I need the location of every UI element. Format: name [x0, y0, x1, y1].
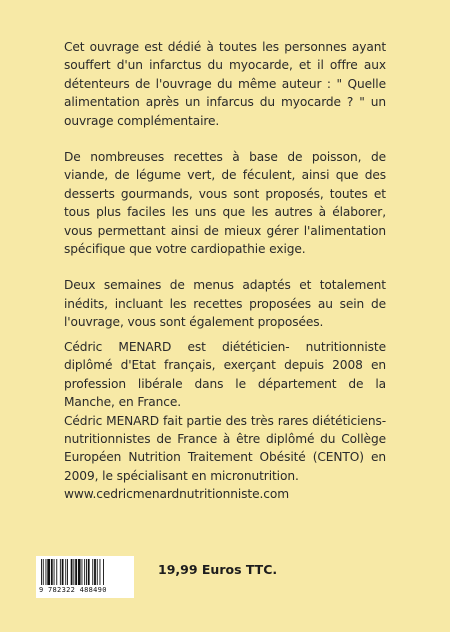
author-website: www.cedricmenardnutritionniste.com [64, 487, 289, 502]
description-paragraph-3: Deux semaines de menus adaptés et totalement inédits, incluant les recettes proposées au sein de l'ouvrage, vous sont également proposées. [64, 278, 386, 330]
barcode-bar [94, 559, 96, 585]
barcode-digits: 9 782322 488490 [39, 586, 107, 594]
barcode-bars [41, 559, 129, 585]
author-bio-paragraph-1: Cédric MENARD est diététicien- nutritionniste diplômé d'Etat français, exerçant depuis 2008 en profession libérale dans le département de la Manche, en France. [64, 340, 386, 410]
price-label: 19,99 Euros TTC. [158, 562, 278, 577]
barcode-bar [97, 559, 98, 585]
barcode-bar [54, 559, 55, 585]
barcode-bar [41, 559, 42, 585]
isbn-barcode [36, 556, 134, 598]
barcode-bar [43, 559, 44, 585]
barcode-bar [65, 559, 66, 585]
barcode-bar [47, 559, 50, 585]
barcode-bar [46, 559, 47, 585]
barcode-bar [51, 559, 53, 585]
barcode-bar [56, 559, 57, 585]
barcode-bar [103, 559, 104, 585]
description-paragraph-1: Cet ouvrage est dédié à toutes les personnes ayant souffert d'un infarctus du myocarde, et il offre aux détenteurs de l'ouvrage du même auteur : " Quelle alimentation après un infarcus du myocarde ? " un ouvrage complémentaire. [64, 40, 386, 128]
barcode-bar [88, 559, 90, 585]
barcode-bar [84, 559, 85, 585]
barcode-bar [78, 559, 81, 585]
barcode-bar [60, 559, 61, 585]
barcode-bar [82, 559, 83, 585]
book-description [64, 38, 386, 350]
barcode-bar [71, 559, 73, 585]
author-bio [64, 338, 386, 504]
description-paragraph-2: De nombreuses recettes à base de poisson, de viande, de légume vert, de féculent, ainsi que des desserts gourmands, vous sont proposés, toutes et tous plus faciles les uns que les autres à élaborer, vous permettant ainsi de mieux gérer l'alimentation spécifique que votre cardiopathie exige. [64, 150, 386, 257]
author-bio-paragraph-2: Cédric MENARD fait partie des très rares diététiciens-nutritionnistes de France à être diplômé du Collège Européen Nutrition Traitement Obésité (CENTO) en 2009, le spécialisant en micronutrition. [64, 413, 386, 483]
barcode-bar [67, 559, 68, 585]
barcode-bar [62, 559, 64, 585]
barcode-bar [86, 559, 87, 585]
barcode-bar [73, 559, 74, 585]
barcode-bar [100, 559, 101, 585]
barcode-bar [75, 559, 77, 585]
barcode-bar [92, 559, 93, 585]
